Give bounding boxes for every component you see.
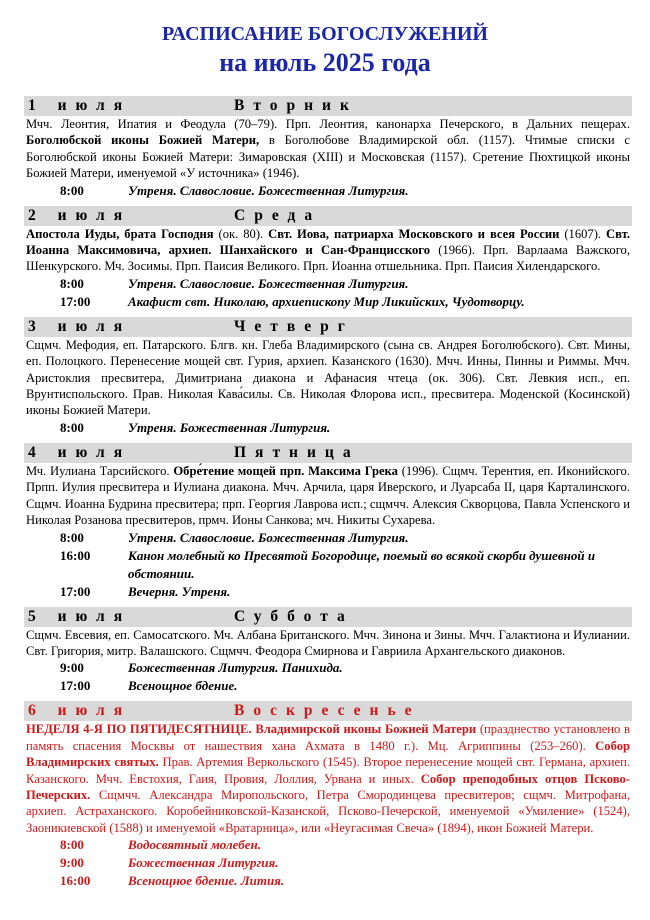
day-header <box>24 607 632 627</box>
service-name: Божественная Литургия. <box>128 855 279 871</box>
service-time: 16:00 <box>60 873 91 889</box>
service-time: 17:00 <box>60 293 91 309</box>
service-name: Всенощное бдение. Лития. <box>128 873 285 889</box>
commemoration-text: Мчч. Леонтия, Ипатия и Феодула (70–79). Прп. Леонтия, канонарха Печерского, в Дальних пещерах. <box>26 117 630 131</box>
commemoration-text: (1966). Прп. Варлаама Важского, Шенкурского. Мч. Зосимы. Прп. Паисия Великого. Прп. Иоанна отшельника. Прп. Паисия Хилендарского. <box>26 243 630 274</box>
feast-name: Обре́тение мощей прп. Максима Грека <box>173 463 398 478</box>
page-title: РАСПИСАНИЕ БОГОСЛУЖЕНИЙ <box>162 23 488 45</box>
day-weekday: Вторник <box>234 97 358 114</box>
day-block <box>24 443 632 601</box>
day-weekday: Четверг <box>234 317 354 335</box>
day-description <box>24 627 632 660</box>
day-block <box>24 701 632 890</box>
service-time: 17:00 <box>60 583 91 599</box>
commemoration-text: Сщмч. Евсевия, еп. Самосатского. Мч. Албана Британского. Мчч. Зинона и Зины. Мчч. Галактиона и Иулиании. Свт. Григория, митр. Валашского. Сщмчч. Феодора Смирнова и Гавриила Архангельского диаконов. <box>26 627 630 658</box>
feast-name: НЕДЕЛЯ 4-Я ПО ПЯТИДЕСЯТНИЦЕ. Владимирской иконы Божией Матери <box>26 722 477 737</box>
service-name: Водосвятный молебен. <box>128 837 261 853</box>
day-weekday: Воскресенье <box>234 702 421 720</box>
day-block <box>24 317 632 437</box>
commemoration-text: Сщмч. Мефодия, еп. Патарского. Блгв. кн. Глеба Владимирского (сына св. Андрея Боголюбского). Свт. Мины, еп. Полоцкого. Перенесение мощей свт. Гурия, архиеп. Казанского (1630). Мчч. Инны, Пинны и Риммы. Мчч. Аристоклия пресвитера, Димитриана диакона и Афанасия чтеца (ок. 306). Свт. Левкия исп., еп. Врунтиспольского. Прав. Николая Кава́силы. Св. Николая Флорова исп., пресвитера. Моденской (Косинской) иконы Божией Матери. <box>26 337 630 418</box>
day-description <box>24 721 632 836</box>
service-name: Канон молебный ко Пресвятой Богородице, поемый во всякой скорби душевной и обстоянии. <box>128 547 596 581</box>
service-row <box>24 275 632 293</box>
service-time: 8:00 <box>60 837 84 853</box>
service-row <box>24 677 632 695</box>
day-header <box>24 701 632 721</box>
service-row <box>24 293 632 311</box>
service-name: Утреня. Божественная Литургия. <box>128 419 331 435</box>
service-name: Утреня. Славословие. Божественная Литургия. <box>128 529 409 545</box>
feast-name: Боголюбской иконы Божией Матери, <box>26 133 260 148</box>
day-block <box>24 607 632 696</box>
day-description <box>24 226 632 275</box>
feast-name: Собор преподобных отцов Псково-Печерских. <box>26 771 630 802</box>
feast-name: Свт. Иова, патриарха Московского и всея России <box>268 226 560 241</box>
day-date: 2 июля <box>28 206 132 224</box>
page-subtitle: на июль 2025 года <box>219 48 431 77</box>
service-name: Божественная Литургия. Панихида. <box>128 660 343 676</box>
commemoration-text: Сщмчч. Александра Миропольского, Петра Смородинцева пресвитеров; сщмч. Митрофана, архиеп. Астраханского. Коробейниковской-Казанской, Псково-Печерской, именуемой «Умиление» (1524), Заоникиевской (1588) и именуемой «Вратарница», или «Неугасимая Свеча» (1894), икон Божией Матери. <box>26 787 630 835</box>
commemoration-text: (празднество установлено в память спасения Москвы от нашествия хана Ахмата в 1480 г.). Мц. Агриппины (253–260). <box>26 722 630 753</box>
day-block <box>24 96 632 200</box>
service-time: 9:00 <box>60 660 84 676</box>
service-row <box>24 419 632 437</box>
service-row <box>24 872 632 890</box>
service-time: 16:00 <box>60 547 91 563</box>
service-name: Утреня. Славословие. Божественная Литургия. <box>128 275 409 291</box>
service-row <box>24 659 632 677</box>
day-description <box>24 463 632 529</box>
commemoration-text: Прав. Артемия Веркольского (1545). Второе перенесение мощей свт. Германа, архиеп. Казанского. Мчч. Евстохия, Гаия, Провия, Лоллия, Урвана и иных. <box>26 755 631 786</box>
day-block <box>24 206 632 311</box>
service-name: Всенощное бдение. <box>128 678 238 694</box>
day-header <box>24 317 632 337</box>
service-row <box>24 583 632 601</box>
commemoration-text: (1607). <box>559 226 607 241</box>
feast-name: Апостола Иуды, брата Господня <box>26 226 214 241</box>
day-description <box>24 337 632 419</box>
service-time: 9:00 <box>60 855 84 871</box>
service-row <box>24 182 632 200</box>
day-date: 6 июля <box>28 702 132 720</box>
day-weekday: Пятница <box>234 443 360 461</box>
day-date: 4 июля <box>28 443 132 461</box>
service-time: 8:00 <box>60 275 84 291</box>
day-weekday: Суббота <box>234 607 354 625</box>
commemoration-text: Мч. Иулиана Тарсийского. <box>26 463 174 478</box>
day-header <box>24 443 632 463</box>
day-header <box>24 206 632 226</box>
service-row <box>24 836 632 854</box>
day-date: 5 июля <box>28 607 132 625</box>
service-time: 8:00 <box>60 529 84 545</box>
day-description <box>24 116 632 182</box>
day-header <box>24 96 632 116</box>
commemoration-text: в Боголюбове Владимирской обл. (1157). Чтимые списки с Боголюбской иконы Божией Матери: Зимаровская (XIII) и Московская (1157). Сретение Пюхтицкой иконы Божией Матери, именуемой «У источника» (1946). <box>26 133 631 181</box>
service-time: 8:00 <box>60 419 84 435</box>
service-row <box>24 854 632 872</box>
service-name: Вечерня. Утреня. <box>128 583 231 599</box>
service-time: 8:00 <box>60 182 84 198</box>
service-name: Акафист свт. Николаю, архиепископу Мир Ликийских, Чудотворцу. <box>128 293 525 309</box>
commemoration-text: (1996). Сщмч. Терентия, еп. Иконийского. Прпп. Иулия пресвитера и Иулиана диакона. Мчч. Арчила, царя Иверского, и Луарсаба II, царя Карталинского. Сщмч. Иоанна Будрина пресвитера; прп. Георгия Лаврова исп.; сщмчч. Алексия Скворцова, Павла Успенского и Николая Розанова пресвитеров, прмч. Ионы Санкова; мч. Никиты Сухарева. <box>26 463 630 528</box>
schedule <box>24 96 632 896</box>
commemoration-text: (ок. 80). <box>213 226 269 241</box>
feast-name: Собор Владимирских святых. <box>26 738 630 770</box>
service-row <box>24 547 632 583</box>
feast-name: Свт. Иоанна Максимовича, архиеп. Шанхайского и Сан-Францисского <box>26 226 631 258</box>
day-date: 3 июля <box>28 317 132 335</box>
day-date: 1 июля <box>28 97 132 114</box>
service-time: 17:00 <box>60 678 91 694</box>
service-row <box>24 529 632 547</box>
service-name: Утреня. Славословие. Божественная Литургия. <box>128 182 409 198</box>
day-weekday: Среда <box>234 206 322 224</box>
